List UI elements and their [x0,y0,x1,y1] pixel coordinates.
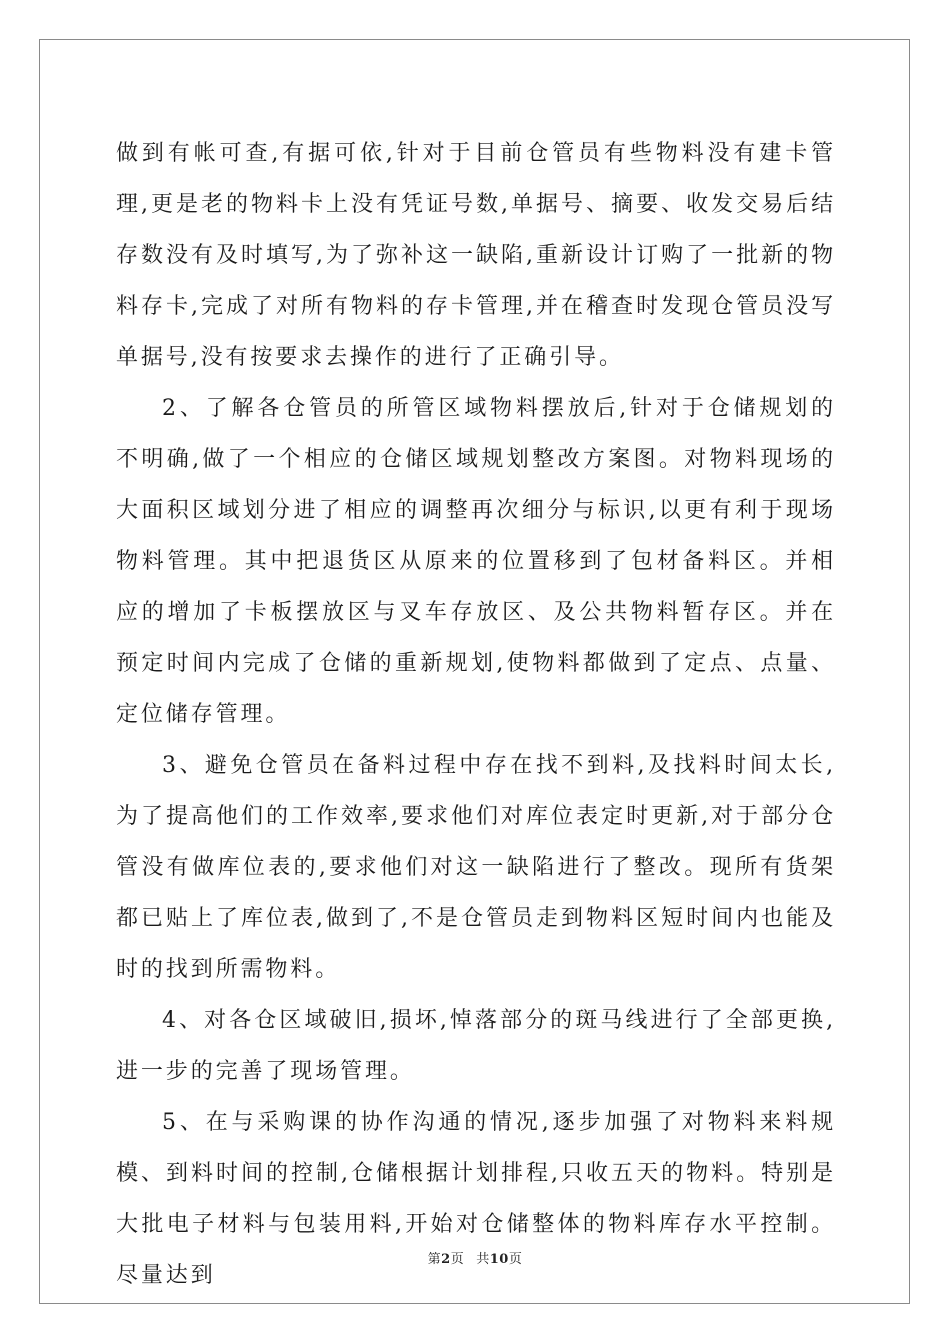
document-body [116,128,836,1301]
paragraph-item-4: 4、对各仓区域破旧,损坏,悼落部分的斑马线进行了全部更换,进一步的完善了现场管理。 [116,1008,836,1084]
page-prefix: 第 [427,1252,442,1267]
paragraph-item-5: 5、在与采购课的协作沟通的情况,逐步加强了对物料来料规模、到料时间的控制,仓储根据计划排程,只收五天的物料。特别是大批电子材料与包装用料,开始对仓储整体的物料库存水平控制。尽量达到 [116,1110,836,1288]
page-unit: 页 [450,1252,465,1267]
paragraph-item-3: 3、避免仓管员在备料过程中存在找不到料,及找料时间太长,为了提高他们的工作效率,要求他们对库位表定时更新,对于部分仓管没有做库位表的,要求他们对这一缺陷进行了整改。现所有货架都已贴上了库位表,做到了,不是仓管员走到物料区短时间内也能及时的找到所需物料。 [116,753,836,982]
paragraph-item-2: 2、了解各仓管员的所管区域物料摆放后,针对于仓储规划的不明确,做了一个相应的仓储区域规划整改方案图。对物料现场的大面积区域划分进了相应的调整再次细分与标识,以更有利于现场物料管理。其中把退货区从原来的位置移到了包材备料区。并相应的增加了卡板摆放区与叉车存放区、及公共物料暂存区。并在预定时间内完成了仓储的重新规划,使物料都做到了定点、点量、定位储存管理。 [116,396,836,727]
page-total: 10 [489,1252,509,1267]
total-prefix: 共 [476,1252,490,1267]
total-unit: 页 [508,1252,523,1267]
page-footer [0,1248,950,1267]
page-current: 2 [441,1252,451,1267]
paragraph-continuation: 做到有帐可查,有据可依,针对于目前仓管员有些物料没有建卡管理,更是老的物料卡上没有凭证号数,单据号、摘要、收发交易后结存数没有及时填写,为了弥补这一缺陷,重新设计订购了一批新的物料存卡,完成了对所有物料的存卡管理,并在稽查时发现仓管员没写单据号,没有按要求去操作的进行了正确引导。 [116,141,836,370]
